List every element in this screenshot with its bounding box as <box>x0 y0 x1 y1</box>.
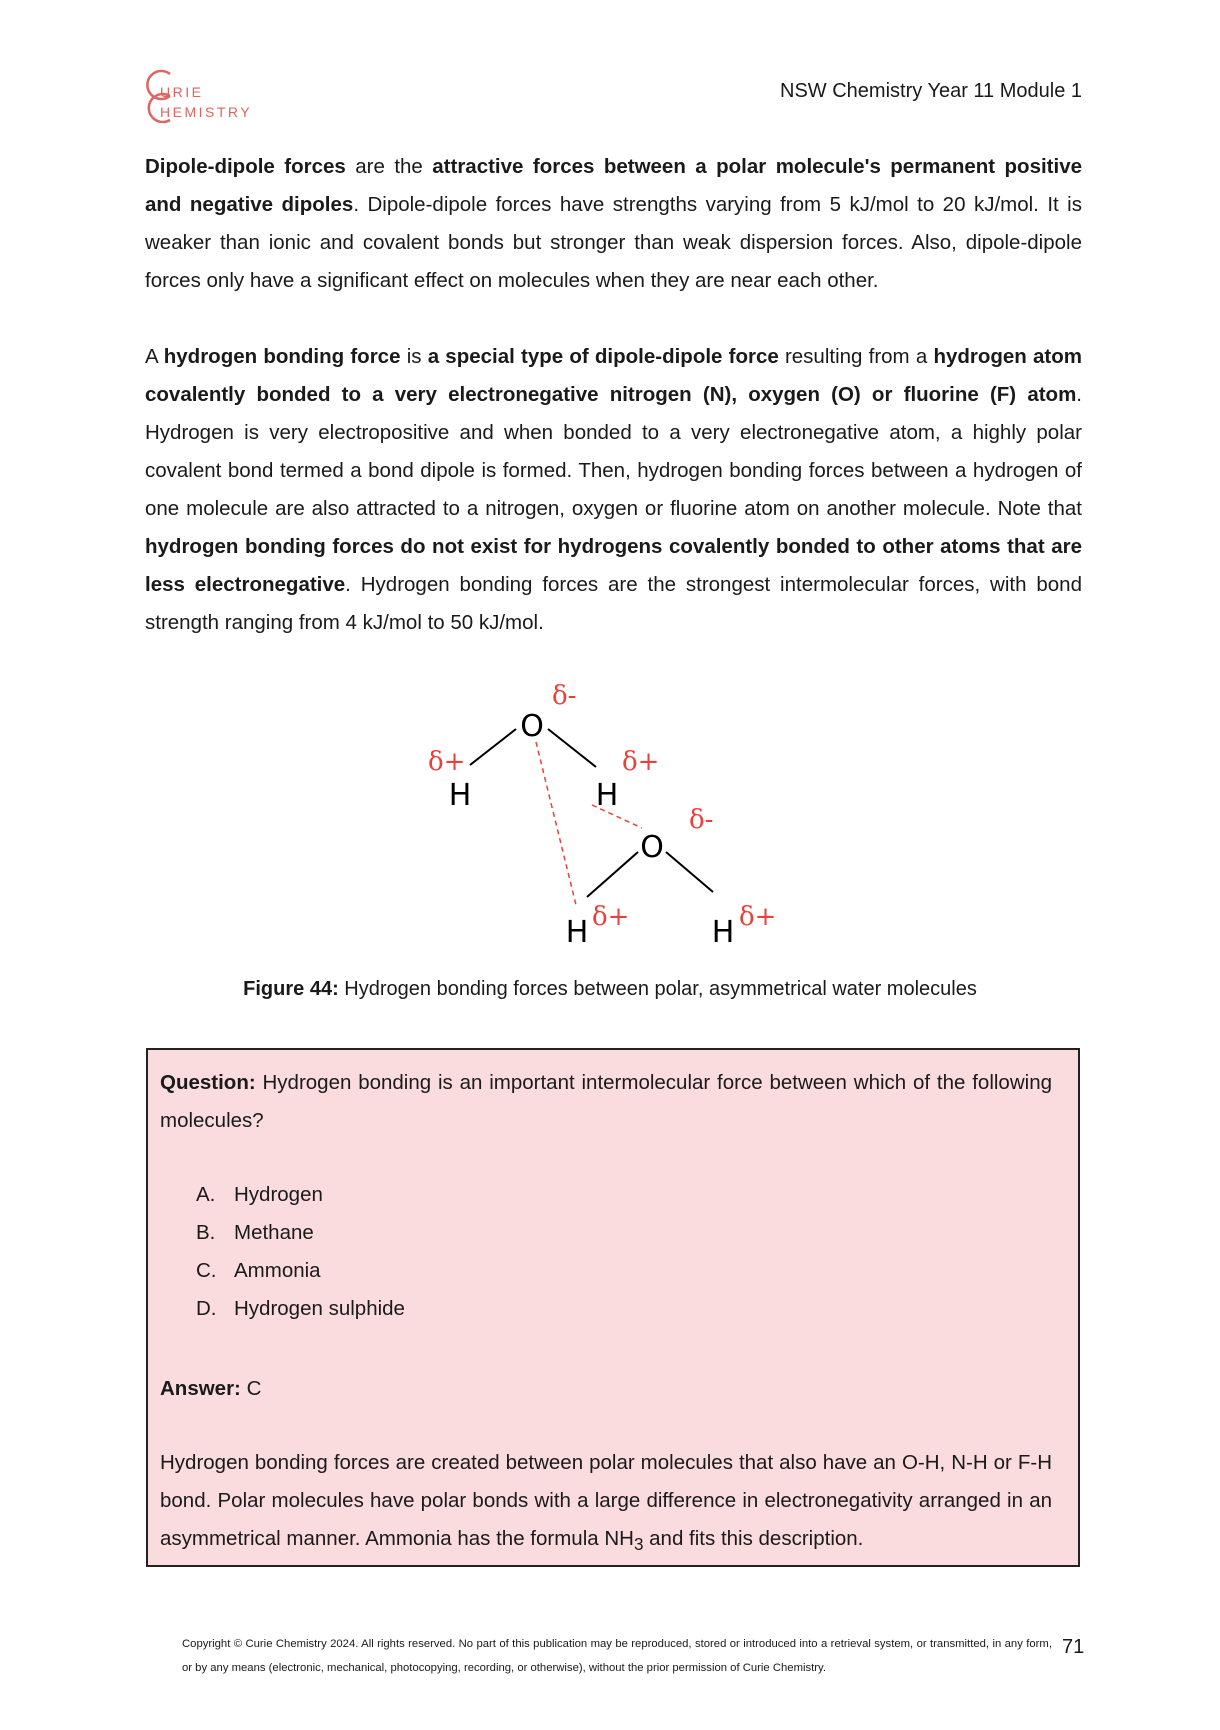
answer-options <box>196 1176 405 1328</box>
atom-oxygen: O <box>520 709 544 744</box>
option-letter: C. <box>196 1259 217 1282</box>
option-text: Hydrogen sulphide <box>234 1297 405 1320</box>
text-run: . Dipole-dipole forces have strengths varying from 5 kJ/mol to 20 kJ/mol. It is weaker than ionic and covalent bonds but stronger than weak dispersion forces. Also, dipole-dipole forces only have a significant effect on molecules when they are near each other. <box>145 193 1082 292</box>
partial-charge-positive: δ+ <box>592 902 630 932</box>
atom-hydrogen: H <box>595 778 619 813</box>
text-run: resulting from a <box>778 345 934 368</box>
bond-line <box>548 729 596 767</box>
question-box <box>146 1048 1080 1567</box>
question-label: Question: <box>160 1071 256 1094</box>
bold-definition: a special type of dipole-dipole force <box>427 345 779 368</box>
bond-line <box>470 729 516 765</box>
paragraph-dipole-dipole <box>145 148 1082 300</box>
page-number: 71 <box>1062 1636 1085 1658</box>
bold-note: hydrogen bonding forces do not exist for hydrogens covalently bonded to other atoms that are less electronegative <box>145 535 1082 596</box>
option-c <box>196 1252 405 1290</box>
option-b <box>196 1214 405 1252</box>
atom-hydrogen: H <box>448 778 472 813</box>
option-letter: D. <box>196 1297 217 1320</box>
text-run: is <box>400 345 428 368</box>
logo-word-hemistry: HEMISTRY <box>160 104 253 120</box>
partial-charge-positive: δ+ <box>739 902 777 932</box>
paragraph-hydrogen-bonding <box>145 338 1082 642</box>
answer-value: C <box>240 1377 262 1400</box>
partial-charge-positive: δ+ <box>622 747 660 777</box>
text-run: . Hydrogen bonding forces are the strongest intermolecular forces, with bond strength ranging from 4 kJ/mol to 50 kJ/mol. <box>145 573 1082 634</box>
text-run: A <box>145 345 164 368</box>
copyright-footer: Copyright © Curie Chemistry 2024. All rights reserved. No part of this publication may be reproduced, stored or introduced into a retrieval system, or transmitted, in any form, or by any means (electronic, mechanical, photocopying, recording, or otherwise), without the prior permission of Curie Chemistry. <box>182 1638 1052 1674</box>
curie-chemistry-logo <box>140 62 300 132</box>
header-title: NSW Chemistry Year 11 Module 1 <box>780 80 1082 102</box>
answer-label: Answer: <box>160 1377 241 1400</box>
answer-explanation <box>160 1444 1052 1564</box>
question-text <box>160 1064 1052 1140</box>
option-text: Ammonia <box>234 1259 321 1282</box>
bold-term: hydrogen bonding force <box>163 345 401 368</box>
partial-charge-positive: δ+ <box>428 747 466 777</box>
option-letter: A. <box>196 1183 216 1206</box>
figure-caption <box>0 978 1220 1001</box>
text-run: are the <box>345 155 433 178</box>
bold-definition: hydrogen atom covalently bonded to a very electronegative nitrogen (N), oxygen (O) or fluorine (F) atom <box>145 345 1082 406</box>
partial-charge-negative: δ- <box>689 805 714 835</box>
atom-hydrogen: H <box>711 915 735 950</box>
logo-word-urie: URIE <box>160 84 204 100</box>
explanation-text: and fits this description. <box>643 1527 864 1550</box>
atom-hydrogen: H <box>565 915 589 950</box>
option-text: Hydrogen <box>234 1183 323 1206</box>
partial-charge-negative: δ- <box>552 681 577 711</box>
bold-term: Dipole-dipole forces <box>145 155 346 178</box>
option-text: Methane <box>234 1221 314 1244</box>
option-letter: B. <box>196 1221 216 1244</box>
text-run: . Hydrogen is very electropositive and when bonded to a very electronegative atom, a highly polar covalent bond termed a bond dipole is formed. Then, hydrogen bonding forces between a hydrogen of one molecule are also attracted to a nitrogen, oxygen or fluorine atom on another molecule. Note that <box>145 383 1082 520</box>
water-hydrogen-bond-figure <box>400 680 830 970</box>
option-a <box>196 1176 405 1214</box>
answer <box>160 1370 1052 1408</box>
bold-definition: attractive forces between a polar molecule's permanent positive and negative dipoles <box>145 155 1082 216</box>
bond-line <box>666 852 713 892</box>
bond-line <box>587 852 638 897</box>
hydrogen-bond-dashed <box>536 742 576 905</box>
question-body: Hydrogen bonding is an important intermolecular force between which of the following molecules? <box>160 1071 1052 1132</box>
atom-oxygen: O <box>640 830 664 865</box>
figure-caption-label: Figure 44: <box>243 978 339 1000</box>
water-molecules-diagram <box>400 680 830 970</box>
option-d <box>196 1290 405 1328</box>
explanation-subscript: 3 <box>633 1535 644 1555</box>
figure-caption-text: Hydrogen bonding forces between polar, asymmetrical water molecules <box>338 978 977 1000</box>
explanation-text: Hydrogen bonding forces are created between polar molecules that also have an O-H, N-H or F-H bond. Polar molecules have polar bonds with a large difference in electronegativity arranged in an asymmetrical manner. Ammonia has the formula NH <box>160 1451 1052 1550</box>
